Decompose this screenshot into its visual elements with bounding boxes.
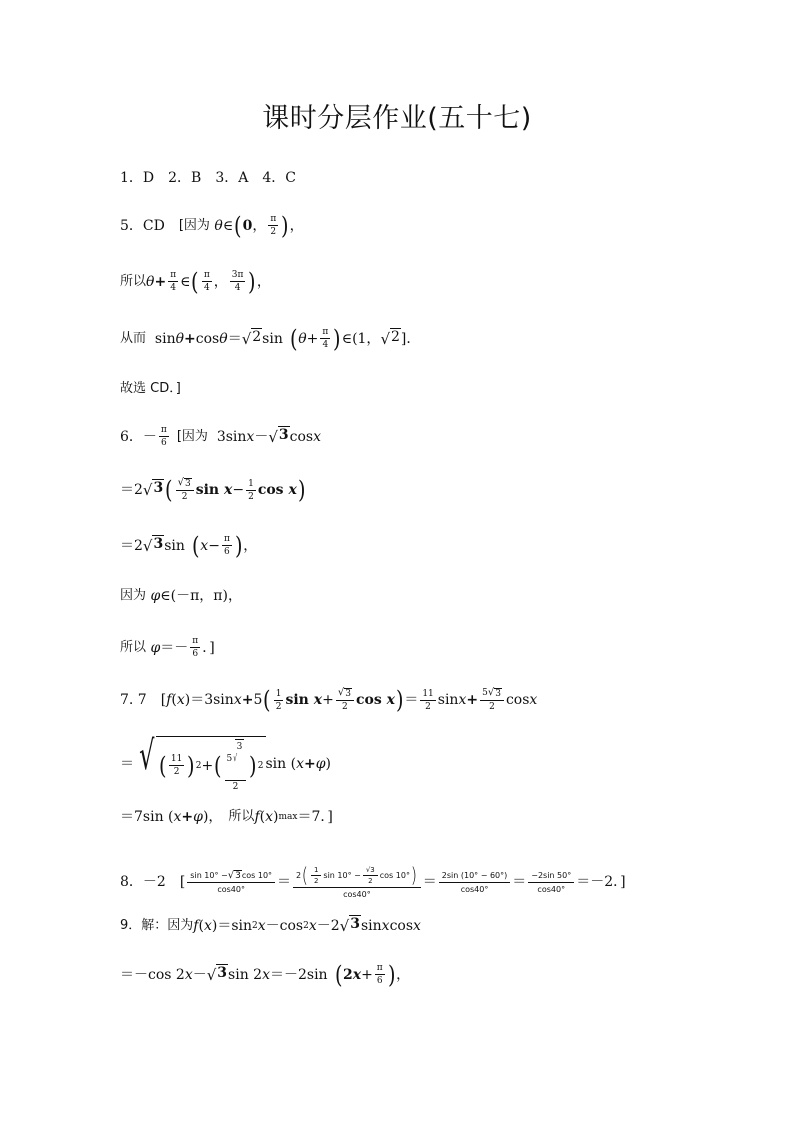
q6-line-1: 6． － $\frac{\pi}{6}$ [因为 3sin x － √ 3 cos x [120, 425, 322, 448]
q6-l4-range: ∈(－π，π)， [160, 588, 242, 604]
answers-1-4 [120, 167, 296, 189]
q6-label: 6． [120, 428, 143, 445]
q8-end: ＝－2．] [576, 874, 626, 890]
q7-label: 7. 7 [120, 692, 147, 708]
q5-l3-prefix: 从而 [120, 330, 147, 346]
q9-line-1: 9．解： 因为 f ( x )＝sin 2 x －cos 2 x －2 √ 3 sin x cos x [120, 916, 421, 935]
q5-l4: 故选 CD．] [120, 381, 181, 396]
q9-line-2: ＝－cos 2 x － √ 3 sin 2 x ＝－2sin ( 2x + $\frac{\pi}{6}$ ) ， [120, 960, 411, 989]
q5-line-2: 所以 θ + $\frac{\pi}{4}$ ∈ ( $\frac{\pi}{4}$ ， $\frac{3\pi}{4}$ ) ， [120, 267, 271, 296]
q5-line-4 [120, 378, 181, 400]
q6-line-2: ＝2 √ 3 ( √ 3 2 sin x − $\frac{1}{2}$ cos x ) [120, 476, 306, 504]
q6-line-3: ＝2 √ 3 sin ( x − $\frac{\pi}{6}$ ) ， [120, 531, 258, 560]
q5-line-3: 从而 sin θ + cos θ ＝ √ 2 sin ( θ + $\frac{\pi}{4}$ ) ∈(1， √ 2 ]． [120, 324, 421, 353]
q6-l4-prefix: 因为 [120, 588, 147, 603]
answer-3: 3．A [215, 170, 249, 186]
q5-l2-prefix: 所以 [120, 273, 147, 289]
q7-line-3: ＝7sin ( x + φ )， 所以 f ( x ) max ＝7．] [120, 806, 333, 828]
q6-line-4: 因为 φ ∈(－π，π)， [120, 585, 242, 607]
q6-l5-prefix: 所以 [120, 639, 147, 655]
q5-bracket: [因为 [178, 217, 210, 233]
q5-line-1: 5．CD [因为 θ ∈ ( 0 ， $\frac{\pi}{2}$ ) ， [120, 211, 304, 240]
q7-line-1: 7. 7 [ f ( x )＝3sin x + 5 ( $\frac{1}{2}$ sin x + √ 3 2 cos x ) ＝ $\frac{11}{2}$ sin x + 5 √ 3 2 cos x [120, 686, 538, 714]
q7-line-2: ＝ √ ( $\frac{11}{2}$ ) 2 + ( 5 √ 3 2 ) 2 sin ( x + φ ) [120, 733, 332, 792]
q6-line-5: 所以 φ ＝－ $\frac{\pi}{6}$ ．] [120, 636, 215, 659]
q7-l3-end: ＝7．] [297, 809, 333, 825]
q8-line-1: 8．－2 [ sin 10° − √ 3 cos 10° cos40° ＝ 2 ( $\frac{1}{2}$ sin 10° − $\frac{√3}{2}$ cos 10° ) cos40° ＝ $\frac{2\sin (10^\circ - 60^\circ)}{\cos 40^\circ}$ ＝ $\frac{-2\sin 50^\circ}{\cos 40^\circ}$ ＝－2．] [120, 863, 626, 899]
q6-l5-end: ．] [202, 639, 215, 656]
q7-l3-prefix: 所以 [228, 809, 255, 824]
q5-label: 5．CD [120, 217, 165, 234]
q9-label: 9．解： [120, 918, 168, 933]
q6-bracket: [因为 [176, 428, 208, 444]
page-title: 课时分层作业(五十七) [262, 103, 532, 134]
q9-prefix: 因为 [167, 918, 194, 933]
q8-label: 8．－2 [120, 874, 166, 890]
answer-1: 1．D [120, 170, 155, 186]
answer-4: 4．C [262, 170, 296, 186]
answer-2: 2．B [168, 170, 202, 186]
